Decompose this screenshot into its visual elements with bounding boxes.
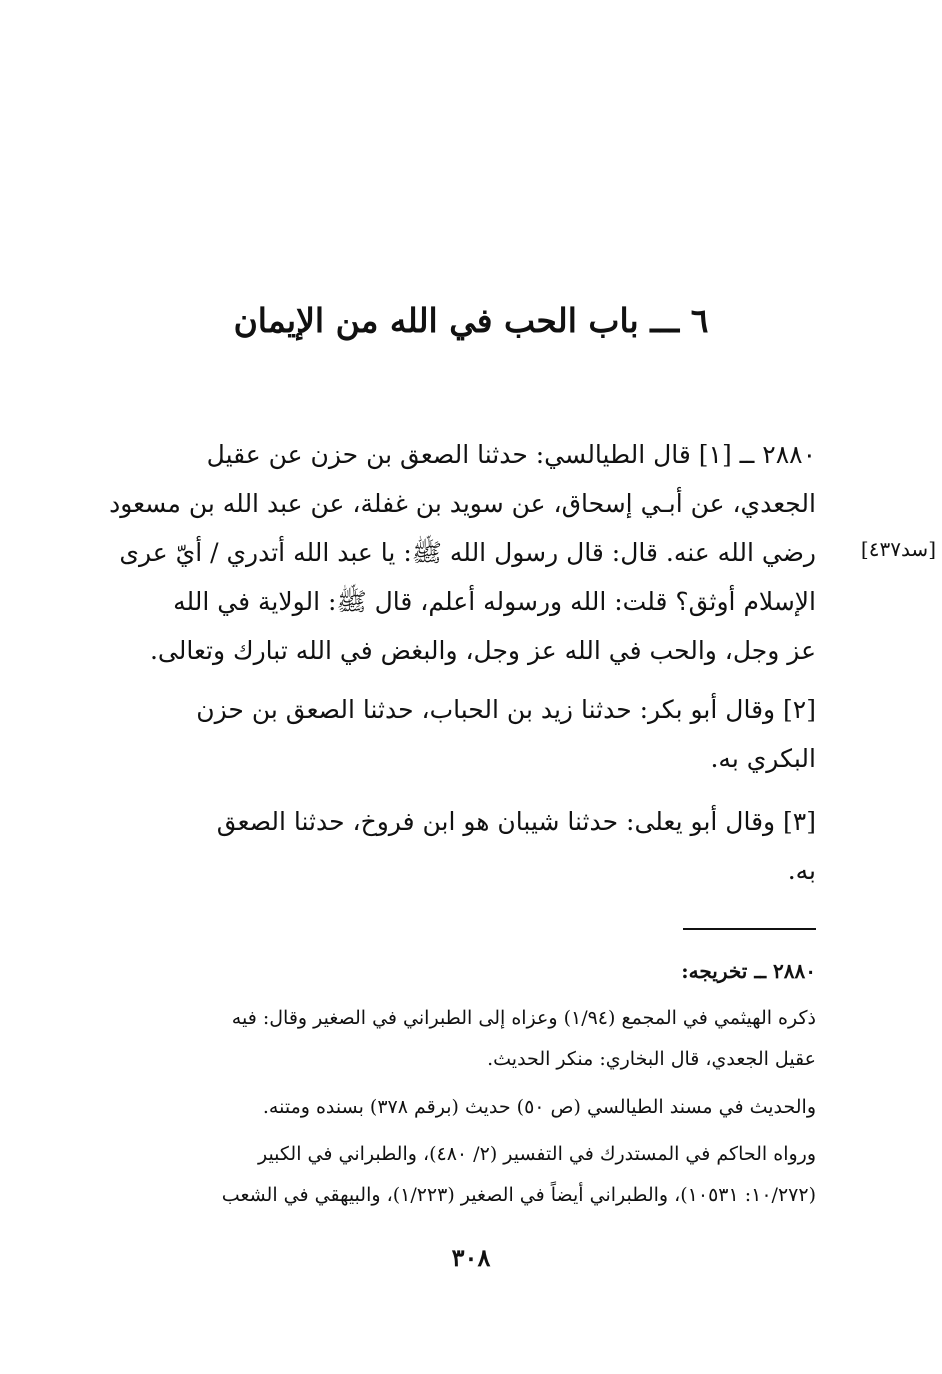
hadith-line: الإسلام أوثق؟ قلت: الله ورسوله أعلم، قال ﷺ: الولاية في الله bbox=[173, 587, 816, 616]
footnote-line: ورواه الحاكم في المستدرك في التفسير (٢/ ٤٨٠)، والطبراني في الكبير bbox=[257, 1143, 816, 1165]
hadith-line: [٣] وقال أبو يعلى: حدثنا شيبان هو ابن فروخ، حدثنا الصعق bbox=[216, 807, 816, 836]
hadith-paragraph-2 bbox=[88, 685, 816, 783]
hadith-line: به. bbox=[787, 856, 816, 885]
hadith-line: البكري به. bbox=[710, 744, 816, 773]
hadith-line: ٢٨٨٠ ــ [١] قال الطيالسي: حدثنا الصعق بن حزن عن عقيل bbox=[206, 440, 816, 469]
footnote-line: ذكره الهيثمي في المجمع (١/٩٤) وعزاه إلى الطبراني في الصغير وقال: فيه bbox=[231, 1007, 816, 1029]
hadith-paragraph-1 bbox=[88, 430, 816, 675]
hadith-line: رضي الله عنه. قال: قال رسول الله ﷺ: يا عبد الله أتدري / أيّ عرى bbox=[119, 538, 816, 567]
chapter-title: ٦ ـــ باب الحب في الله من الإيمان bbox=[233, 301, 709, 340]
hadith-line: الجعدي، عن أبـي إسحاق، عن سويد بن غفلة، عن عبد الله بن مسعود bbox=[109, 489, 816, 518]
footnote-heading: ٢٨٨٠ ــ تخريجه: bbox=[681, 959, 816, 983]
footnote-divider bbox=[683, 928, 816, 930]
footnote-2 bbox=[88, 1087, 816, 1128]
page-number: ٣٠٨ bbox=[451, 1243, 491, 1272]
hadith-paragraph-3 bbox=[88, 797, 816, 895]
footnote-line: والحديث في مسند الطيالسي (ص ٥٠) حديث (برقم ٣٧٨) بسنده ومتنه. bbox=[262, 1096, 816, 1118]
margin-reference: [سد٤٣٧] bbox=[860, 537, 936, 561]
hadith-line: [٢] وقال أبو بكر: حدثنا زيد بن الحباب، حدثنا الصعق بن حزن bbox=[196, 695, 816, 724]
footnote-line: عقيل الجعدي، قال البخاري: منكر الحديث. bbox=[487, 1048, 816, 1070]
hadith-line: عز وجل، والحب في الله عز وجل، والبغض في الله تبارك وتعالى. bbox=[149, 636, 816, 665]
footnote-3 bbox=[88, 1134, 816, 1216]
footnote-1 bbox=[88, 998, 816, 1080]
footnote-line: (١٠/٢٧٢: ١٠٥٣١)، والطبراني أيضاً في الصغير (١/٢٢٣)، والبيهقي في الشعب bbox=[221, 1184, 816, 1206]
